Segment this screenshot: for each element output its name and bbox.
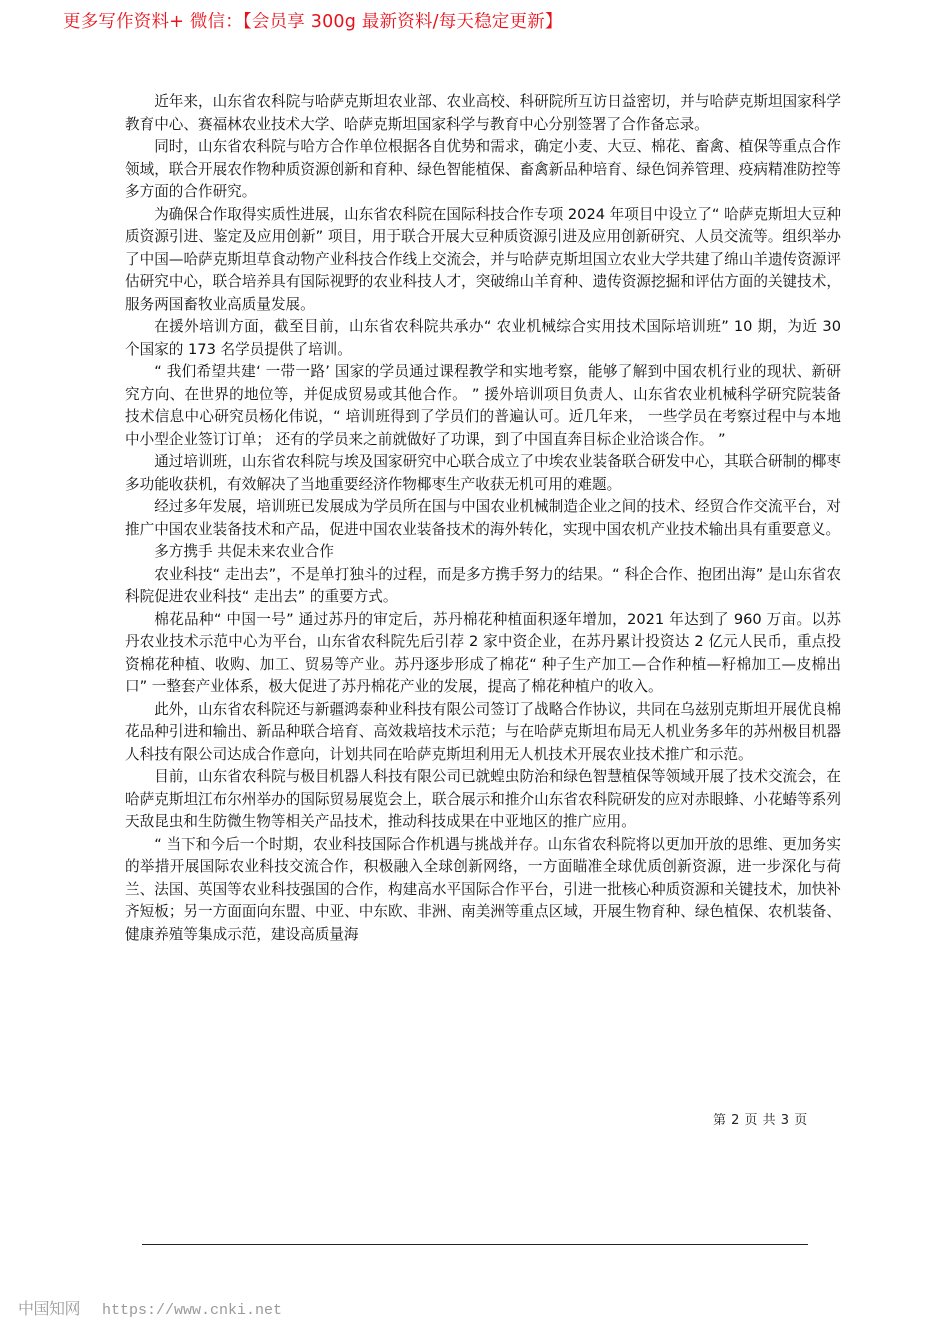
paragraph-training-overview: 在援外培训方面，截至目前，山东省农科院共承办“ 农业机械综合实用技术国际培训班” 10 期，为近 30 个国家的 173 名学员提供了培训。 bbox=[125, 318, 841, 358]
page-number: 第 2 页 共 3 页 bbox=[713, 1113, 808, 1128]
cnki-watermark bbox=[18, 1296, 282, 1319]
paragraph-egypt-center: 通过培训班，山东省农科院与埃及国家研究中心联合成立了中埃农业装备联合研发中心，其联合研制的椰枣多功能收获机，有效解决了当地重要经济作物椰枣生产收获无机可用的难题。 bbox=[125, 453, 841, 493]
paragraph-sudan-cotton: 棉花品种“ 中国一号” 通过苏丹的审定后，苏丹棉花种植面积逐年增加，2021 年达到了 960 万亩。以苏丹农业技术示范中心为平台，山东省农科院先后引荐 2 家中资企业，在苏丹累计投资达 2 亿元人民币，重点投资棉花种植、收购、加工、贸易等产业。苏丹逐步形成了棉花“ 种子生产加工—合作种植—籽棉加工—皮棉出口” 一整套产业体系，极大促进了苏丹棉花产业的发展，提高了棉花种植户的收入。 bbox=[125, 610, 841, 695]
paragraph-going-global: 农业科技“ 走出去”，不是单打独斗的过程，而是多方携手努力的结果。“ 科企合作、抱团出海” 是山东省农科院促进农业科技“ 走出去” 的重要方式。 bbox=[125, 565, 841, 605]
paragraph-training-quote: “ 我们希望共建‘ 一带一路’ 国家的学员通过课程教学和实地考察，能够了解到中国农机行业的现状、新研究方向、在世界的地位等，并促成贸易或其他合作。 ” 援外培训项目负责人、山东省农业机械科学研究院装备技术信息中心研究员杨化伟说，“ 培训班得到了学员们的普遍认可。近几年来， 一些学员在考察过程中与本地中小型企业签订订单； 还有的学员来之前就做好了功课，到了中国直奔目标企业洽谈合作。 ” bbox=[125, 363, 841, 448]
paragraph-training-platform: 经过多年发展，培训班已发展成为学员所在国与中国农业机械制造企业之间的技术、经贸合作交流平台，对推广中国农业装备技术和产品，促进中国农业装备技术的海外转化，实现中国农机产业技术输出具有重要意义。 bbox=[125, 498, 841, 538]
promo-banner: 更多写作资料+ 微信：【会员享 300g 最新资料/每天稳定更新】 bbox=[63, 12, 563, 32]
footer-divider bbox=[142, 1244, 808, 1245]
paragraph-cooperation-overview: 近年来，山东省农科院与哈萨克斯坦农业部、农业高校、科研院所互访日益密切，并与哈萨克斯坦国家科学教育中心、赛福林农业技术大学、哈萨克斯坦国家科学与教育中心分别签署了合作备忘录。 bbox=[125, 93, 841, 133]
paragraph-strategic-agreements: 此外，山东省农科院还与新疆鸿泰种业科技有限公司签订了战略合作协议，共同在乌兹别克斯坦开展优良棉花品种引进和输出、新品种联合培育、高效栽培技术示范；与在哈萨克斯坦布局无人机业务多年的苏州极目机器人科技有限公司达成合作意向，计划共同在哈萨克斯坦利用无人机技术开展农业技术推广和示范。 bbox=[125, 700, 841, 763]
article-body bbox=[125, 91, 841, 946]
paragraph-research-fields: 同时，山东省农科院与哈方合作单位根据各自优势和需求，确定小麦、大豆、棉花、畜禽、植保等重点合作领域，联合开展农作物种质资源创新和育种、绿色智能植保、畜禽新品种培育、绿色饲养管理、疫病精准防控等多方面的合作研究。 bbox=[125, 138, 841, 200]
section-heading: 多方携手 共促未来农业合作 bbox=[154, 543, 334, 560]
cnki-logo-text: 中国知网 bbox=[18, 1299, 81, 1318]
cnki-url: https://www.cnki.net bbox=[102, 1302, 283, 1319]
paragraph-soybean-project: 为确保合作取得实质性进展，山东省农科院在国际科技合作专项 2024 年项目中设立了“ 哈萨克斯坦大豆种质资源引进、鉴定及应用创新” 项目，用于联合开展大豆种质资源引进及应用创新研究、人员交流等。组织举办了中国—哈萨克斯坦草食动物产业科技合作线上交流会，并与哈萨克斯坦国立农业大学共建了绵山羊遗传资源评估研究中心，联合培养具有国际视野的农业科技人才，突破绵山羊育种、遗传资源挖掘和评估方面的关键技术，服务两国畜牧业高质量发展。 bbox=[125, 205, 841, 313]
paragraph-future-outlook: “ 当下和今后一个时期，农业科技国际合作机遇与挑战并存。山东省农科院将以更加开放的思维、更加务实的举措开展国际农业科技交流合作，积极融入全球创新网络，一方面瞄准全球优质创新资源，进一步深化与荷兰、法国、英国等农业科技强国的合作，构建高水平国际合作平台，引进一批核心种质资源和关键技术，加快补齐短板；另一方面面向东盟、中亚、中东欧、非洲、南美洲等重点区域，开展生物育种、绿色植保、农机装备、健康养殖等集成示范，建设高质量海 bbox=[125, 835, 841, 943]
paragraph-pest-control: 目前，山东省农科院与极目机器人科技有限公司已就蝗虫防治和绿色智慧植保等领域开展了技术交流会，在哈萨克斯坦江布尔州举办的国际贸易展览会上，联合展示和推介山东省农科院研发的应对赤眼蜂、小花蝽等系列天敌昆虫和生防微生物等相关产品技术，推动科技成果在中亚地区的推广应用。 bbox=[125, 768, 841, 830]
